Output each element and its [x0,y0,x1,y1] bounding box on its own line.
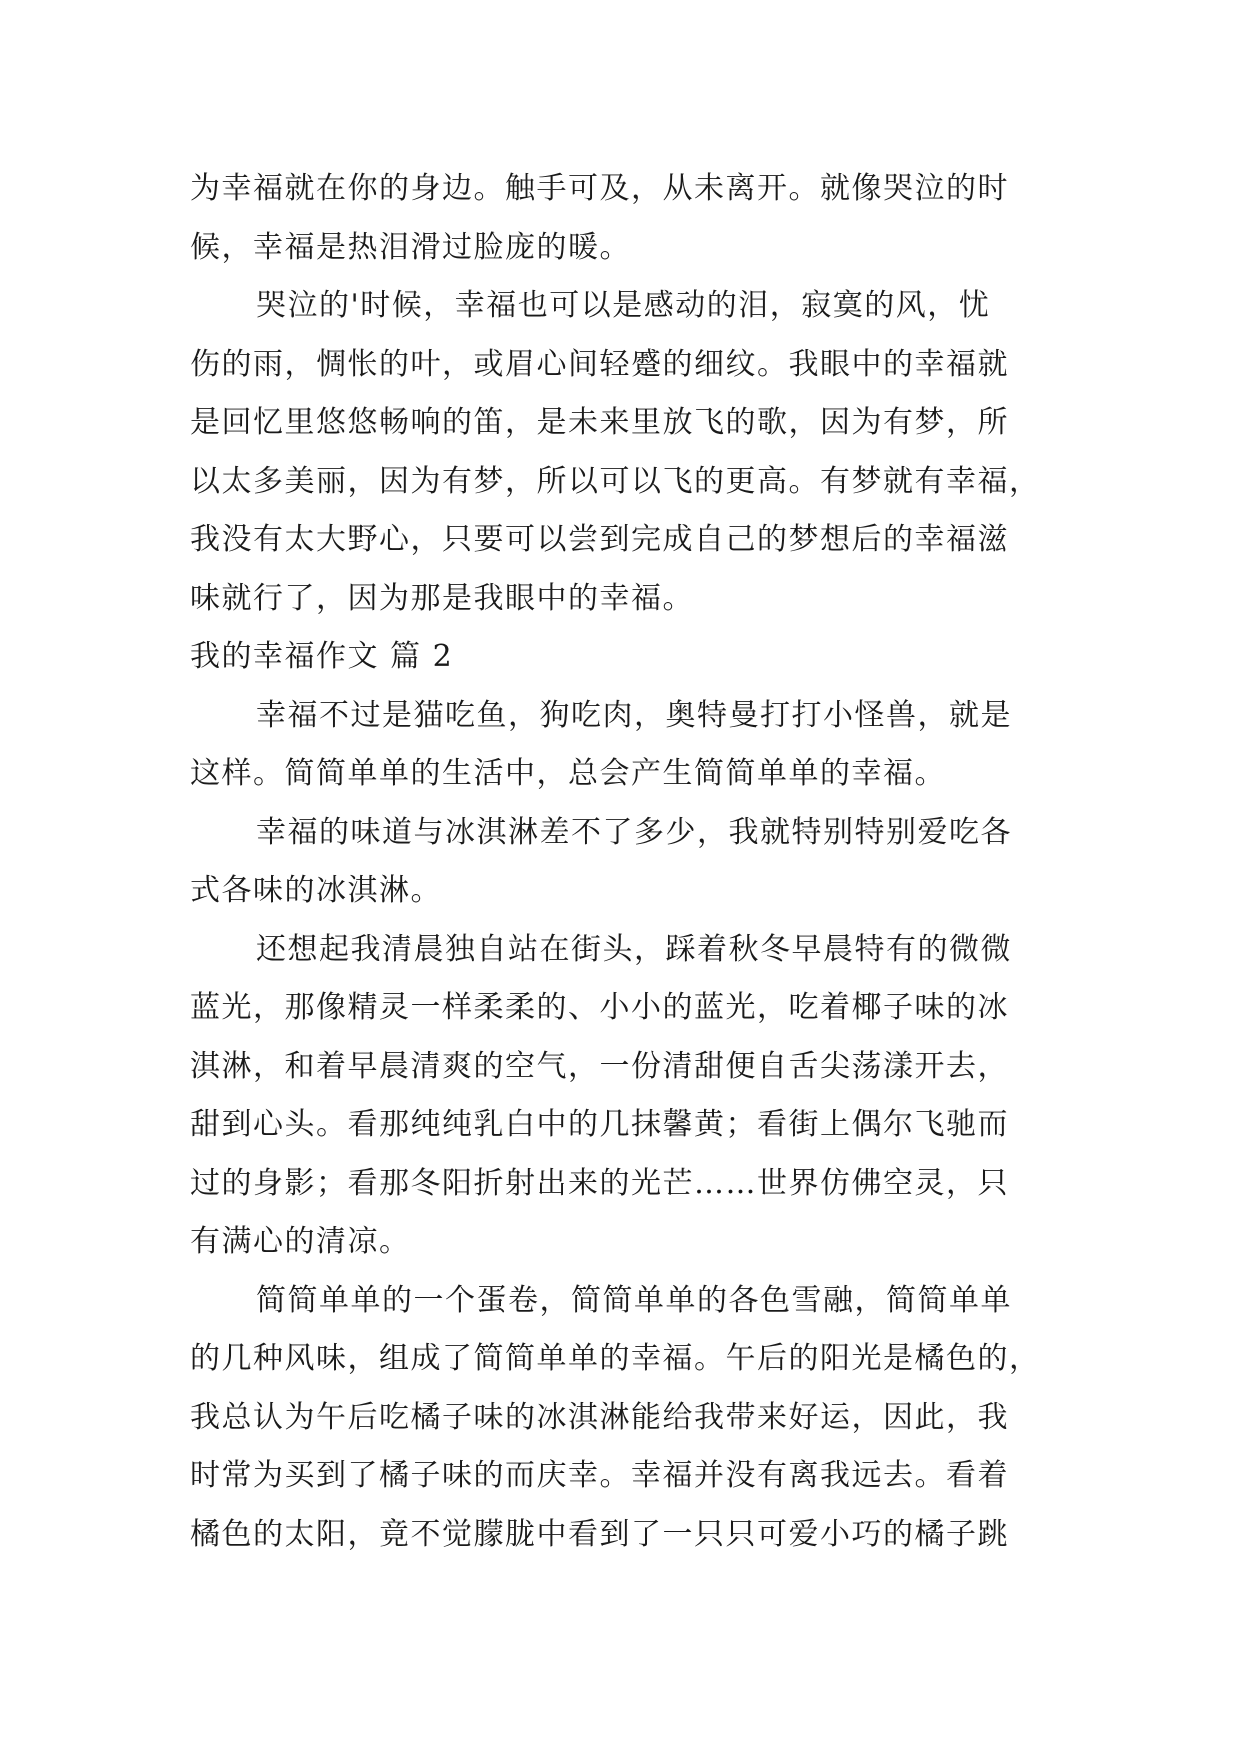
text-line-21: 的几种风味，组成了简简单单的幸福。午后的阳光是橘色的， [190,1341,1041,1376]
text-line-3: 哭泣的'时候，幸福也可以是感动的泪，寂寞的风，忧 [256,288,991,323]
text-line-24: 橘色的太阳，竟不觉朦胧中看到了一只只可爱小巧的橘子跳 [190,1516,1009,1552]
text-line-5: 是回忆里悠悠畅响的笛，是未来里放飞的歌，因为有梦，所 [190,405,1009,440]
text-line-15: 蓝光，那像精灵一样柔柔的、小小的蓝光，吃着椰子味的冰 [190,990,1009,1025]
text-line-16: 淇淋，和着早晨清爽的空气，一份清甜便自舌尖荡漾开去， [190,1048,1009,1084]
text-line-2: 候，幸福是热泪滑过脸庞的暖。 [190,229,631,265]
text-line-1: 为幸福就在你的身边。触手可及，从未离开。就像哭泣的时 [190,171,1009,206]
section-heading: 我的幸福作文 篇 2 [190,639,454,674]
text-line-19: 有满心的清凉。 [190,1224,411,1259]
text-line-8: 味就行了，因为那是我眼中的幸福。 [190,580,694,616]
text-line-7: 我没有太大野心，只要可以尝到完成自己的梦想后的幸福滋 [190,522,1009,557]
text-line-22: 我总认为午后吃橘子味的冰淇淋能给我带来好运，因此，我 [190,1399,1009,1435]
text-line-23: 时常为买到了橘子味的而庆幸。幸福并没有离我远去。看着 [190,1458,1009,1493]
text-line-14: 还想起我清晨独自站在街头，踩着秋冬早晨特有的微微 [256,931,1012,967]
text-line-6: 以太多美丽，因为有梦，所以可以飞的更高。有梦就有幸福， [190,463,1041,499]
text-line-11: 这样。简简单单的生活中，总会产生简简单单的幸福。 [190,756,946,791]
text-line-4: 伤的雨，惆怅的叶，或眉心间轻蹙的细纹。我眼中的幸福就 [190,346,1009,382]
document-body [190,160,1070,1564]
text-line-18: 过的身影；看那冬阳折射出来的光芒……世界仿佛空灵，只 [190,1165,1009,1201]
text-line-13: 式各味的冰淇淋。 [190,873,442,908]
text-line-12: 幸福的味道与冰淇淋差不了多少，我就特别特别爱吃各 [256,814,1012,850]
text-line-10: 幸福不过是猫吃鱼，狗吃肉，奥特曼打打小怪兽，就是 [256,697,1012,733]
text-line-20: 简简单单的一个蛋卷，简简单单的各色雪融，简简单单 [256,1282,1012,1318]
text-line-17: 甜到心头。看那纯纯乳白中的几抹馨黄；看街上偶尔飞驰而 [190,1107,1009,1142]
